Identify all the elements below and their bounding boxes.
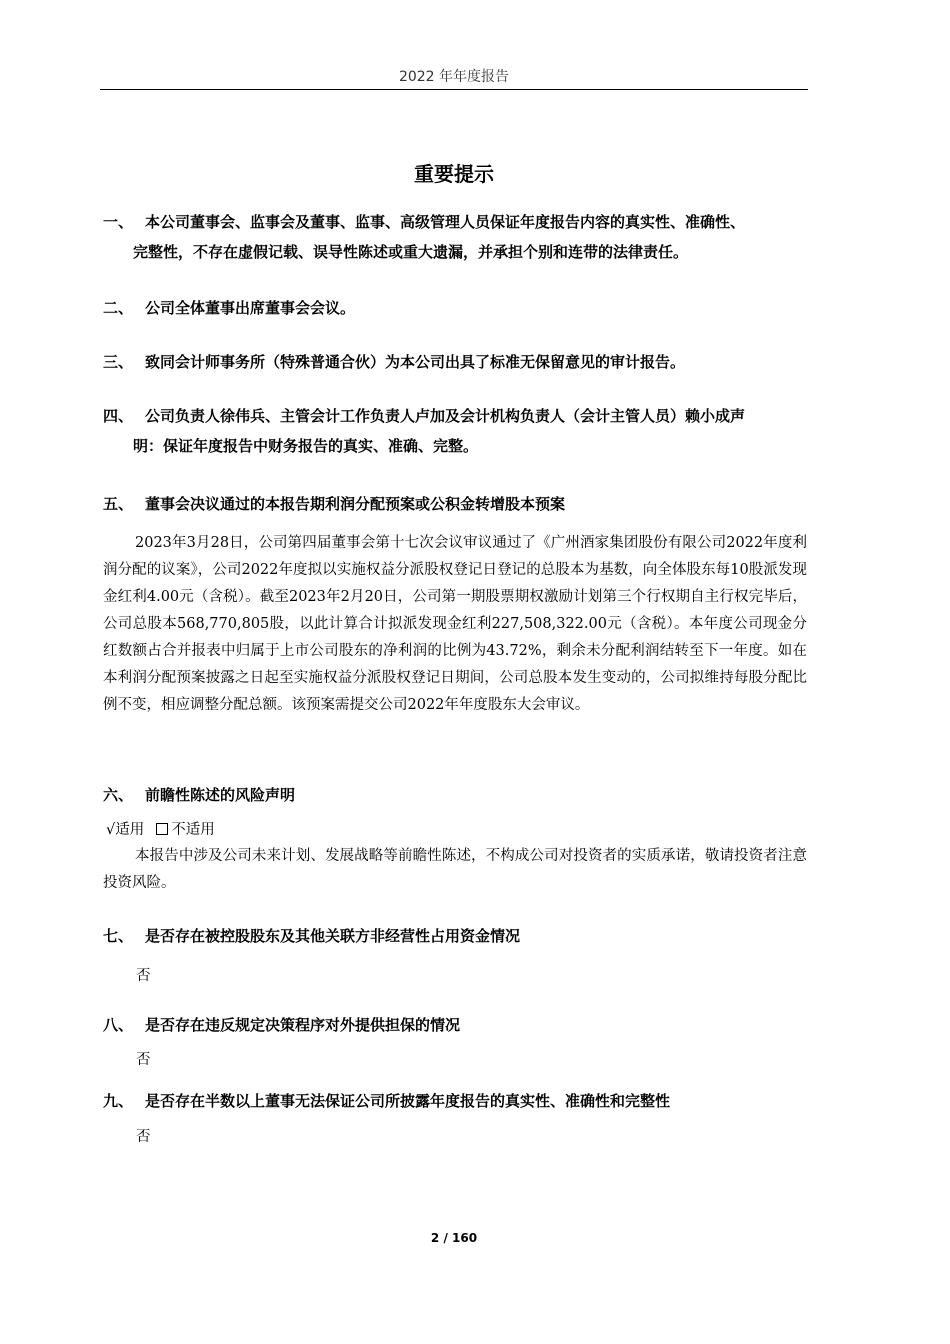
section-2 bbox=[103, 293, 813, 323]
profit-distribution-paragraph: 2023年3月28日，公司第四届董事会第十七次会议审议通过了《广州酒家集团股份有限公司2022年度利润分配的议案》，公司2022年度拟以实施权益分派股权登记日登记的总股本为基数，向全体股东每10股派发现金红利4.00元（含税）。截至2023年2月20日，公司第一期股票期权激励计划第三个行权期自主行权完毕后，公司总股本568,770,805股，以此计算合计拟派发现金红利227,508,322.00元（含税）。本年度公司现金分红数额占合并报表中归属于上市公司股东的净利润的比例为43.72%，剩余未分配利润结转至下一年度。如在本利润分配预案披露之日起至实施权益分派股权登记日期间，公司总股本发生变动的，公司拟维持每股分配比例不变，相应调整分配总额。该预案需提交公司2022年年度股东大会审议。 bbox=[103, 535, 807, 713]
section-text: 前瞻性陈述的风险声明 bbox=[145, 786, 296, 804]
section-5 bbox=[103, 489, 813, 519]
section-number: 七、 bbox=[103, 927, 134, 945]
section-text: 是否存在半数以上董事无法保证公司所披露年度报告的真实性、准确性和完整性 bbox=[145, 1092, 671, 1110]
section-text: 本公司董事会、监事会及董事、监事、高级管理人员保证年度报告内容的真实性、准确性、 bbox=[145, 213, 746, 231]
section-7 bbox=[103, 921, 813, 951]
section-3 bbox=[103, 347, 813, 377]
page-number: 2 / 160 bbox=[430, 1231, 478, 1245]
section-number: 五、 bbox=[103, 495, 134, 513]
section-number: 三、 bbox=[103, 353, 134, 371]
section-text: 是否存在被控股股东及其他关联方非经营性占用资金情况 bbox=[145, 927, 521, 945]
answer-nine: 否 bbox=[136, 1129, 151, 1145]
section-number: 九、 bbox=[103, 1092, 134, 1110]
answer-eight: 否 bbox=[136, 1052, 151, 1068]
section-9 bbox=[103, 1086, 813, 1116]
section-text-continued: 明：保证年度报告中财务报告的真实、准确、完整。 bbox=[133, 437, 479, 455]
section-text: 公司全体董事出席董事会会议。 bbox=[145, 299, 356, 317]
answer-seven: 否 bbox=[136, 968, 151, 984]
page-header: 2022 年年度报告 bbox=[398, 69, 510, 85]
section-text: 是否存在违反规定决策程序对外提供担保的情况 bbox=[145, 1016, 461, 1034]
section-8 bbox=[103, 1010, 813, 1040]
section-text: 公司负责人徐伟兵、主管会计工作负责人卢加及会计机构负责人（会计主管人员）赖小成声 bbox=[145, 407, 746, 425]
section-number: 六、 bbox=[103, 786, 134, 804]
section-number: 八、 bbox=[103, 1016, 134, 1034]
section-text: 致同会计师事务所（特殊普通合伙）为本公司出具了标准无保留意见的审计报告。 bbox=[145, 353, 686, 371]
page-title: 重要提示 bbox=[414, 162, 494, 186]
forward-looking-paragraph: 本报告中涉及公司未来计划、发展战略等前瞻性陈述，不构成公司对投资者的实质承诺，敬请投资者注意投资风险。 bbox=[103, 848, 807, 891]
applicability-options bbox=[106, 818, 215, 839]
section-6 bbox=[103, 780, 813, 810]
section-number: 二、 bbox=[103, 299, 134, 317]
applicable-label: 适用 bbox=[115, 822, 145, 838]
section-text-continued: 完整性，不存在虚假记载、误导性陈述或重大遗漏，并承担个别和连带的法律责任。 bbox=[133, 243, 689, 261]
section-number: 四、 bbox=[103, 407, 134, 425]
empty-checkbox-icon bbox=[156, 823, 168, 835]
not-applicable-label: 不适用 bbox=[171, 822, 215, 838]
section-4 bbox=[103, 401, 813, 461]
section-1 bbox=[103, 207, 813, 267]
section-text: 董事会决议通过的本报告期利润分配预案或公积金转增股本预案 bbox=[145, 495, 566, 513]
check-mark-icon: √ bbox=[106, 822, 116, 838]
section-number: 一、 bbox=[103, 213, 134, 231]
header-divider bbox=[100, 89, 808, 90]
